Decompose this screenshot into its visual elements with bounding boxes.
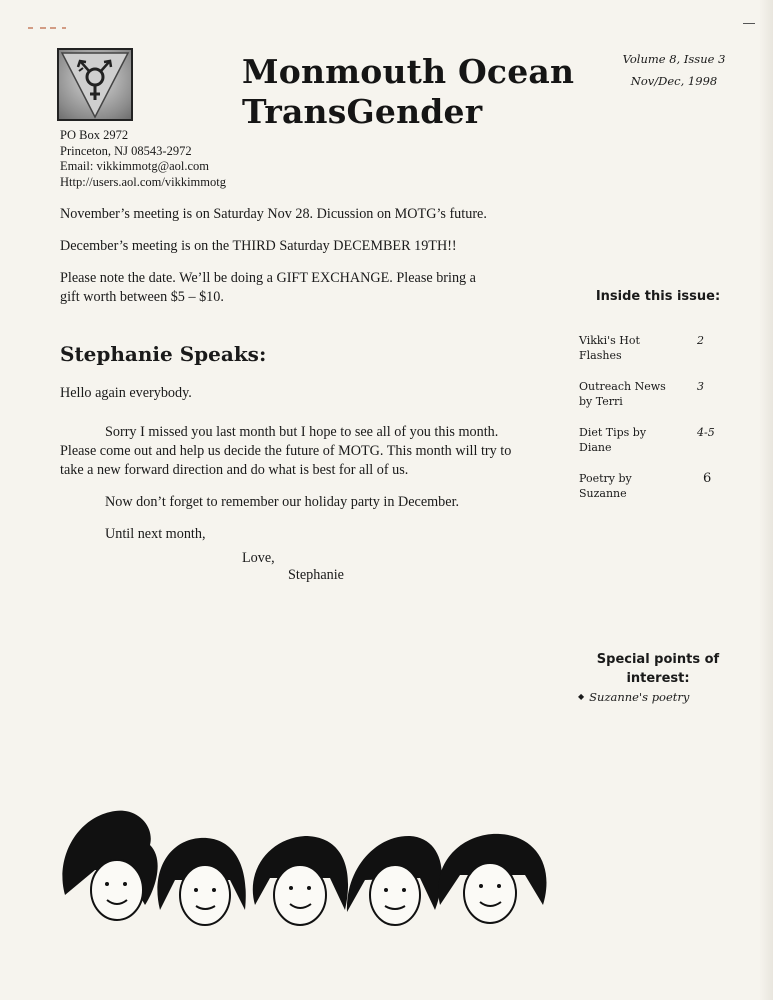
title-line-2: TransGender bbox=[242, 92, 483, 131]
meeting-announcements bbox=[60, 205, 560, 320]
toc-item-label: Vikki's Hot Flashes bbox=[579, 334, 640, 362]
city-state-zip: Princeton, NJ 08543-2972 bbox=[60, 143, 192, 158]
toc-item-page: 3 bbox=[697, 380, 704, 393]
five-women-faces-clipart-icon bbox=[55, 800, 555, 930]
toc-item-page: 2 bbox=[697, 334, 704, 347]
special-points-heading bbox=[568, 650, 748, 688]
toc-item-page: 6 bbox=[703, 471, 712, 486]
toc-item[interactable] bbox=[579, 379, 729, 425]
article-paragraph-2: Now don’t forget to remember our holiday party in December. bbox=[105, 494, 460, 510]
issue-info bbox=[614, 48, 734, 92]
paper-specks bbox=[28, 24, 78, 32]
page-edge-shadow bbox=[759, 0, 773, 1000]
toc-item-label: Outreach News by Terri bbox=[579, 380, 666, 408]
special-heading-line-1: Special points of bbox=[596, 652, 720, 667]
toc-item-page: 4-5 bbox=[697, 426, 715, 439]
toc-item[interactable] bbox=[579, 333, 729, 379]
toc-item-label: Diet Tips by Diane bbox=[579, 426, 647, 454]
announcement-december: December’s meeting is on the THIRD Saturday DECEMBER 19TH!! bbox=[60, 238, 457, 254]
article-heading: Stephanie Speaks: bbox=[60, 342, 267, 366]
closing-love: Love, bbox=[242, 550, 275, 566]
toc-item[interactable] bbox=[579, 471, 729, 517]
toc-item-label: Poetry by Suzanne bbox=[579, 472, 632, 500]
contact-address bbox=[60, 128, 226, 190]
special-point-item: Suzanne's poetry bbox=[589, 690, 690, 704]
article-closing: Until next month, bbox=[105, 526, 206, 542]
email-address: Email: vikkimmotg@aol.com bbox=[60, 159, 209, 173]
toc-item[interactable] bbox=[579, 425, 729, 471]
table-of-contents bbox=[579, 333, 729, 517]
corner-mark bbox=[743, 23, 755, 24]
bullet-icon: ◆ bbox=[578, 692, 585, 701]
website-url: Http://users.aol.com/vikkimmotg bbox=[60, 174, 226, 189]
announcement-gift-exchange: Please note the date. We’ll be doing a GIFT EXCHANGE. Please bring a gift worth between $5 – $10. bbox=[60, 270, 476, 305]
announcement-november: November’s meeting is on Saturday Nov 28. Dicussion on MOTG’s future. bbox=[60, 206, 487, 222]
article-signature: Stephanie bbox=[288, 567, 344, 583]
special-points-list bbox=[578, 690, 689, 704]
issue-date: Nov/Dec, 1998 bbox=[630, 74, 718, 88]
inside-issue-heading: Inside this issue: bbox=[595, 289, 721, 304]
article-paragraph-1: Sorry I missed you last month but I hope to see all of you this month. Please come out and help us decide the future of MOTG. This month will try to take a new forward direction and do what is best for all of us. bbox=[60, 424, 512, 478]
po-box: PO Box 2972 bbox=[60, 128, 129, 142]
special-heading-line-2: interest: bbox=[626, 671, 690, 686]
title-line-1: Monmouth Ocean bbox=[242, 52, 575, 91]
transgender-symbol-icon bbox=[57, 48, 133, 121]
article-greeting: Hello again everybody. bbox=[60, 385, 192, 401]
volume-issue: Volume 8, Issue 3 bbox=[622, 52, 726, 66]
article-body bbox=[60, 384, 580, 557]
newsletter-title bbox=[242, 52, 574, 132]
